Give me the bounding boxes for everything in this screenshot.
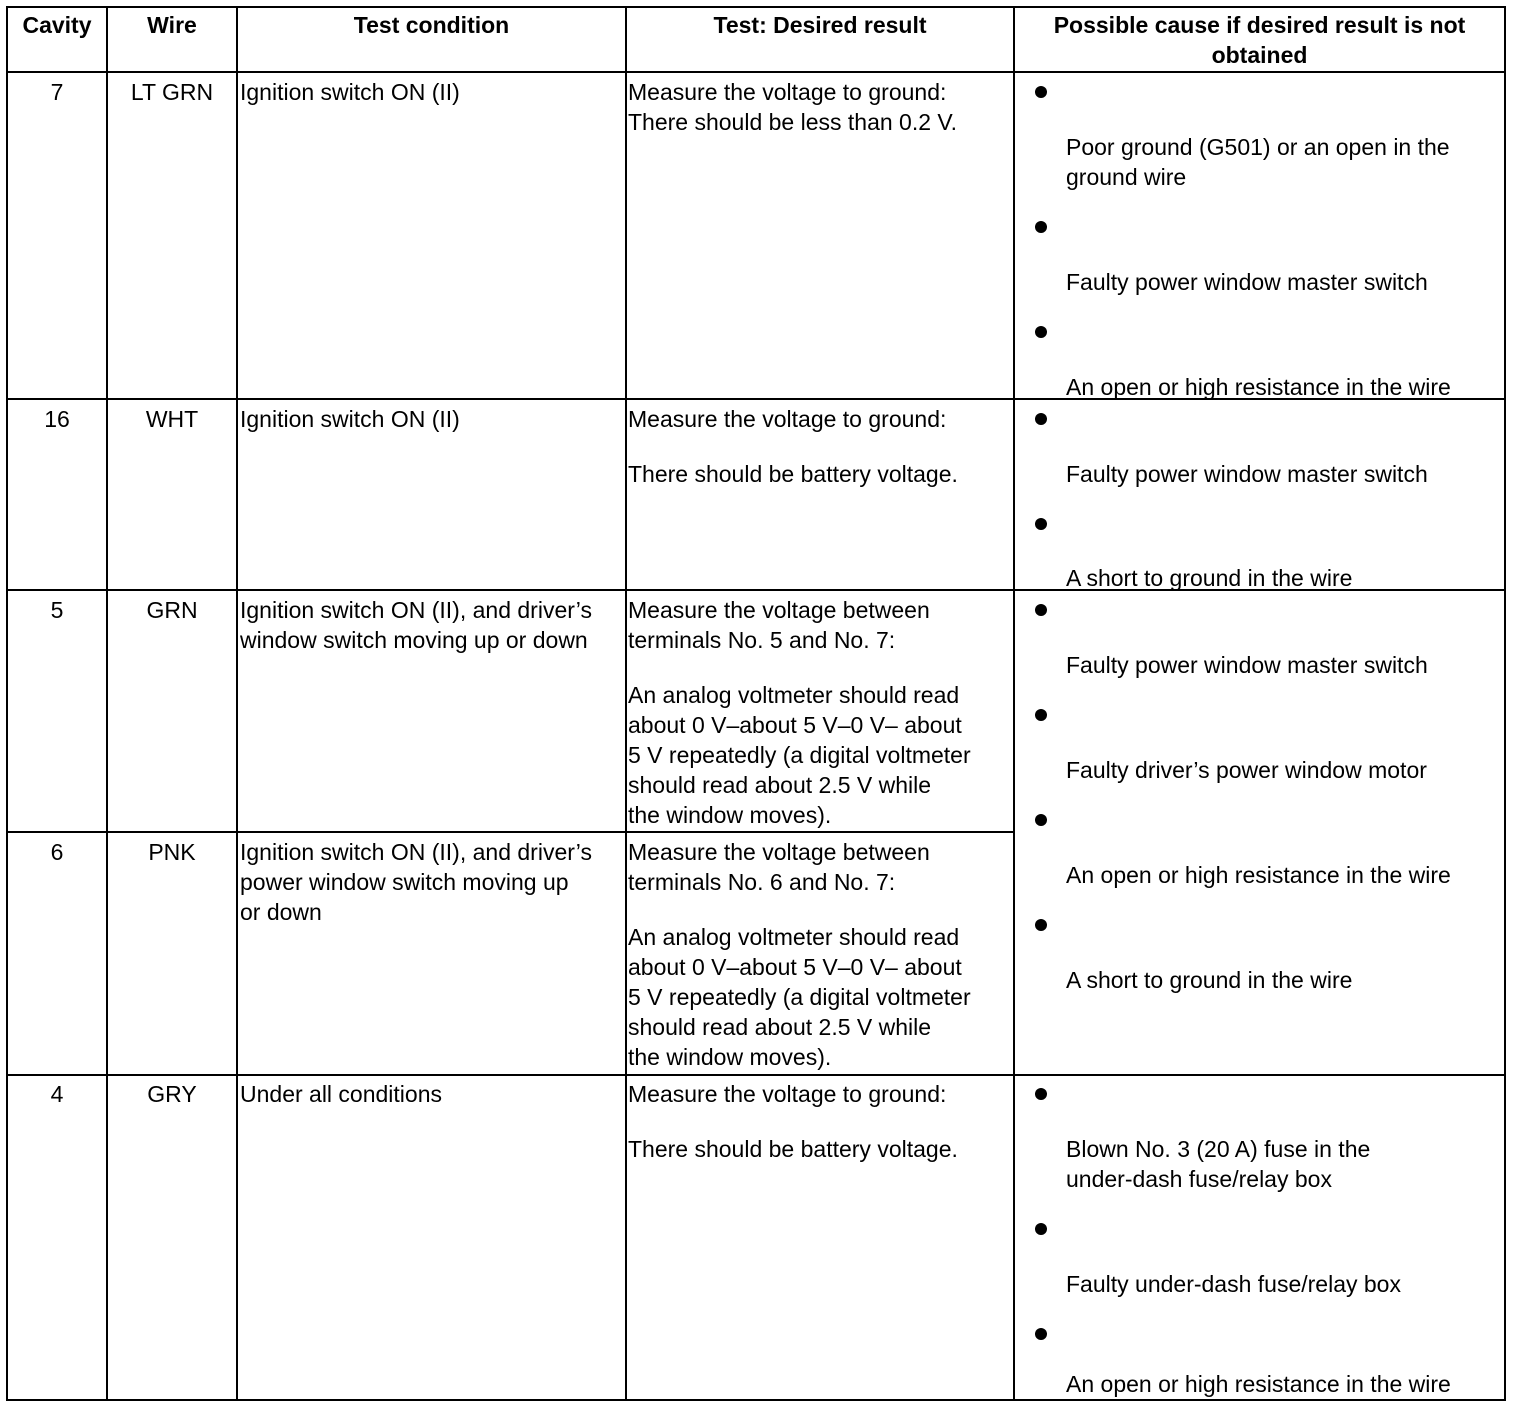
bullet-icon: [1035, 709, 1047, 721]
result-line: An analog voltmeter should read: [628, 924, 960, 950]
condition-cell: Under all conditions: [240, 1081, 443, 1107]
bullet-icon: [1035, 604, 1047, 616]
condition-cell: Ignition switch ON (II), and driver’s: [240, 597, 592, 623]
header-desired-result: Test: Desired result: [713, 12, 927, 38]
bullet-icon: [1035, 221, 1047, 233]
header-wire: Wire: [147, 12, 197, 38]
condition-cell: Ignition switch ON (II), and driver’s: [240, 839, 592, 865]
cavity-cell: 4: [50, 1081, 64, 1107]
cause-text: under-dash fuse/relay box: [1066, 1166, 1332, 1192]
bullet-icon: [1035, 326, 1047, 338]
condition-cell: Ignition switch ON (II): [240, 79, 460, 105]
result-line: should read about 2.5 V while: [628, 772, 932, 798]
result-line: Measure the voltage between: [628, 597, 930, 623]
header-test-condition: Test condition: [353, 12, 510, 38]
header-possible-cause-line2: obtained: [1211, 42, 1308, 68]
cause-text: Faulty power window master switch: [1066, 652, 1428, 678]
cause-text: Poor ground (G501) or an open in the: [1066, 134, 1450, 160]
cause-text: An open or high resistance in the wire: [1066, 862, 1451, 888]
cause-text: Faulty driver’s power window motor: [1066, 757, 1427, 783]
result-line: about 0 V–about 5 V–0 V– about: [628, 954, 962, 980]
cause-text: Faulty under-dash fuse/relay box: [1066, 1271, 1401, 1297]
wire-cell: GRN: [146, 597, 198, 623]
column-divider: [106, 6, 108, 1401]
bullet-icon: [1035, 1223, 1047, 1235]
result-line: terminals No. 5 and No. 7:: [628, 627, 896, 653]
header-cavity: Cavity: [22, 12, 92, 38]
result-line: about 0 V–about 5 V–0 V– about: [628, 712, 962, 738]
cavity-cell: 7: [50, 79, 64, 105]
bullet-icon: [1035, 1088, 1047, 1100]
column-divider: [236, 6, 238, 1401]
cause-text: Faulty power window master switch: [1066, 461, 1428, 487]
result-line: the window moves).: [628, 802, 832, 828]
column-divider: [1013, 6, 1015, 1401]
cause-text: Faulty power window master switch: [1066, 269, 1428, 295]
result-line: terminals No. 6 and No. 7:: [628, 869, 896, 895]
cavity-cell: 6: [50, 839, 64, 865]
condition-cell: window switch moving up or down: [240, 627, 588, 653]
row-divider: [6, 831, 1015, 833]
cause-text: Blown No. 3 (20 A) fuse in the: [1066, 1136, 1371, 1162]
cause-text: A short to ground in the wire: [1066, 565, 1353, 591]
cavity-cell: 16: [44, 406, 70, 432]
row-divider: [6, 71, 1506, 73]
cause-text: An open or high resistance in the wire: [1066, 374, 1451, 400]
bullet-icon: [1035, 518, 1047, 530]
row-divider: [6, 1074, 1506, 1076]
wire-cell: PNK: [148, 839, 196, 865]
bullet-icon: [1035, 814, 1047, 826]
result-line: Measure the voltage to ground:: [628, 79, 947, 105]
bullet-icon: [1035, 919, 1047, 931]
condition-cell: power window switch moving up: [240, 869, 569, 895]
result-line: There should be less than 0.2 V.: [628, 109, 958, 135]
cause-text: A short to ground in the wire: [1066, 967, 1353, 993]
result-line: Measure the voltage between: [628, 839, 930, 865]
result-line: the window moves).: [628, 1044, 832, 1070]
result-line: should read about 2.5 V while: [628, 1014, 932, 1040]
cavity-cell: 5: [50, 597, 64, 623]
bullet-icon: [1035, 1328, 1047, 1340]
result-line: There should be battery voltage.: [628, 461, 958, 487]
column-divider: [625, 6, 627, 1401]
wire-cell: WHT: [145, 406, 199, 432]
result-line: Measure the voltage to ground:: [628, 1081, 947, 1107]
bullet-icon: [1035, 413, 1047, 425]
wire-cell: LT GRN: [130, 79, 214, 105]
bullet-icon: [1035, 86, 1047, 98]
condition-cell: or down: [240, 899, 322, 925]
cause-text: An open or high resistance in the wire: [1066, 1371, 1451, 1397]
cause-text: ground wire: [1066, 164, 1187, 190]
condition-cell: Ignition switch ON (II): [240, 406, 460, 432]
result-line: Measure the voltage to ground:: [628, 406, 947, 432]
result-line: 5 V repeatedly (a digital voltmeter: [628, 984, 971, 1010]
result-line: An analog voltmeter should read: [628, 682, 960, 708]
result-line: There should be battery voltage.: [628, 1136, 958, 1162]
result-line: 5 V repeatedly (a digital voltmeter: [628, 742, 971, 768]
header-possible-cause: Possible cause if desired result is not: [1053, 12, 1466, 38]
wire-cell: GRY: [147, 1081, 197, 1107]
